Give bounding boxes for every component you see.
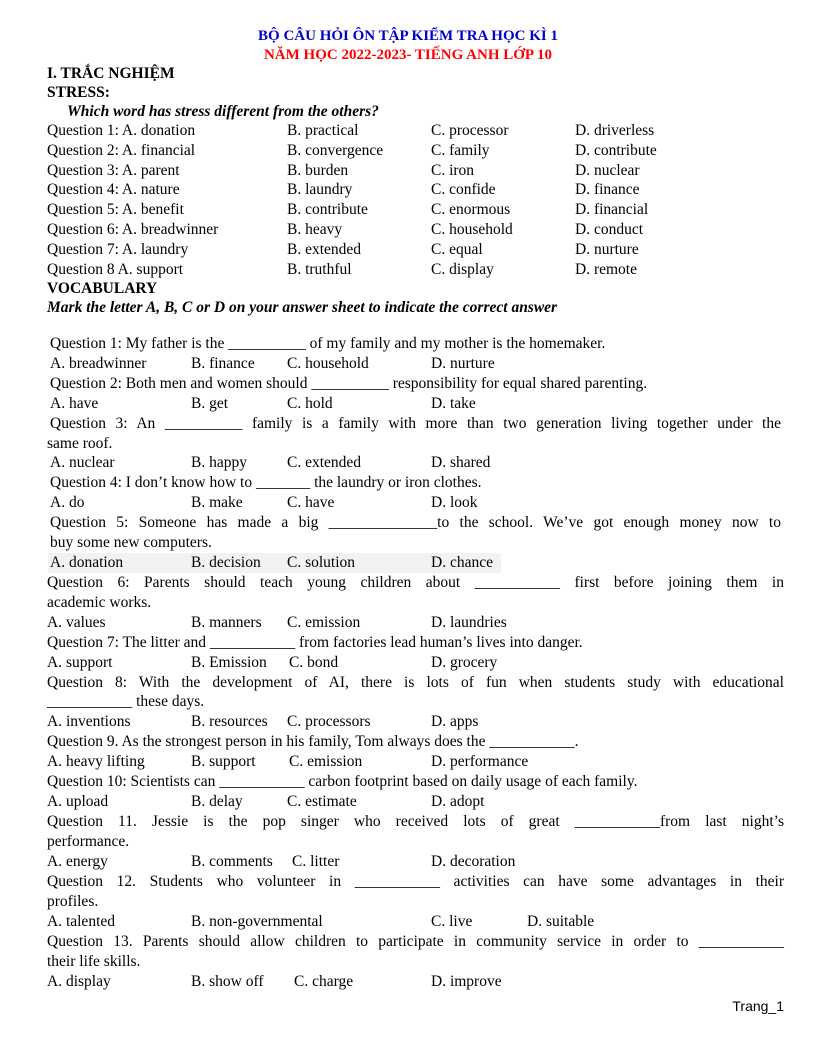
option-b: B. happy (191, 454, 247, 471)
option-a: A. heavy lifting (47, 753, 145, 770)
answer-options (48, 553, 501, 573)
option-a: A. do (50, 494, 85, 511)
option-b: B. decision (191, 554, 261, 571)
stress-question (47, 260, 787, 280)
question-option-d: D. nuclear (575, 162, 640, 179)
option-b: B. resources (191, 713, 268, 730)
question-text: Question 11. Jessie is the pop singer who received lots of great ___________from last night’s (47, 813, 784, 830)
question-option-a: Question 7: A. laundry (47, 241, 189, 258)
stress-question (47, 141, 787, 161)
question-text: Question 12. Students who volunteer in ___________ activities can have some advantages in their (47, 873, 784, 890)
question-option-a: Question 4: A. nature (47, 181, 180, 198)
option-b: B. finance (191, 355, 255, 372)
answer-options (50, 453, 790, 473)
option-d: D. performance (431, 753, 529, 770)
answer-options (50, 354, 790, 374)
question-option-d: D. contribute (575, 142, 657, 159)
question-option-a: Question 2: A. financial (47, 142, 196, 159)
option-c: C. hold (287, 395, 333, 412)
option-b: B. delay (191, 793, 243, 810)
option-c: C. live (431, 913, 473, 930)
question-option-a: Question 5: A. benefit (47, 201, 184, 218)
question-text: Question 8: With the development of AI, there is lots of fun when students study with educational (47, 674, 784, 691)
question-option-d: D. financial (575, 201, 649, 218)
option-c: C. litter (292, 853, 340, 870)
document-subtitle: NĂM HỌC 2022-2023- TIẾNG ANH LỚP 10 (263, 47, 553, 63)
answer-options (47, 852, 787, 872)
answer-options (47, 653, 787, 673)
option-d: D. chance (431, 554, 493, 571)
stress-question (47, 220, 787, 240)
answer-options (47, 712, 787, 732)
document-title: BỘ CÂU HỎI ÔN TẬP KIỂM TRA HỌC KÌ 1 (258, 28, 558, 44)
stress-instruction: Which word has stress different from the others? (67, 103, 379, 120)
option-d: D. look (431, 494, 478, 511)
question-option-c: C. confide (431, 181, 496, 198)
answer-options (47, 972, 787, 992)
option-d: D. suitable (527, 913, 595, 930)
stress-heading: STRESS: (47, 84, 110, 101)
option-c: C. processors (287, 713, 371, 730)
question-option-c: C. display (431, 261, 494, 278)
answer-options (50, 493, 790, 513)
answer-options (47, 912, 787, 932)
question-text: Question 10: Scientists can ___________ carbon footprint based on daily usage of each family. (47, 773, 638, 790)
question-text-continued: profiles. (47, 893, 99, 910)
option-b: B. make (191, 494, 243, 511)
option-b: B. show off (191, 973, 264, 990)
question-option-c: C. enormous (431, 201, 511, 218)
question-text: Question 7: The litter and ___________ from factories lead human’s lives into danger. (47, 634, 583, 651)
question-text-continued: performance. (47, 833, 130, 850)
option-b: B. manners (191, 614, 262, 631)
stress-question (47, 121, 787, 141)
question-option-b: B. burden (287, 162, 349, 179)
option-a: A. display (47, 973, 111, 990)
option-a: A. inventions (47, 713, 131, 730)
stress-question (47, 180, 787, 200)
stress-question (47, 240, 787, 260)
question-option-d: D. conduct (575, 221, 644, 238)
option-d: D. decoration (431, 853, 516, 870)
option-d: D. improve (431, 973, 502, 990)
option-b: B. Emission (191, 654, 267, 671)
option-a: A. talented (47, 913, 116, 930)
question-text-continued: same roof. (47, 435, 113, 452)
option-c: C. solution (287, 554, 356, 571)
section-title: I. TRẮC NGHIỆM (47, 65, 175, 82)
question-option-c: C. family (431, 142, 490, 159)
option-b: B. comments (191, 853, 273, 870)
question-option-c: C. equal (431, 241, 483, 258)
option-c: C. household (287, 355, 369, 372)
option-c: C. extended (287, 454, 362, 471)
question-option-b: B. truthful (287, 261, 352, 278)
question-option-a: Question 6: A. breadwinner (47, 221, 219, 238)
option-a: A. breadwinner (50, 355, 147, 372)
question-option-c: C. processor (431, 122, 509, 139)
question-option-d: D. nurture (575, 241, 639, 258)
question-text-continued: their life skills. (47, 953, 141, 970)
question-text: Question 3: An __________ family is a family with more than two generation living together under the (50, 415, 781, 432)
question-option-a: Question 1: A. donation (47, 122, 196, 139)
page-number: Trang_1 (732, 998, 784, 1014)
answer-options (50, 394, 790, 414)
question-text-continued: academic works. (47, 594, 152, 611)
answer-options (47, 752, 787, 772)
question-option-b: B. laundry (287, 181, 353, 198)
question-text: Question 13. Parents should allow children to participate in community service in order to ___________ (47, 933, 784, 950)
option-c: C. emission (287, 614, 361, 631)
question-option-b: B. extended (287, 241, 362, 258)
option-a: A. have (50, 395, 99, 412)
question-text: Question 1: My father is the __________ of my family and my mother is the homemaker. (50, 335, 606, 352)
question-option-b: B. heavy (287, 221, 343, 238)
question-option-b: B. convergence (287, 142, 384, 159)
option-a: A. energy (47, 853, 108, 870)
question-option-d: D. remote (575, 261, 637, 278)
question-text-continued: ___________ these days. (47, 693, 205, 710)
vocabulary-instruction: Mark the letter A, B, C or D on your answer sheet to indicate the correct answer (47, 299, 558, 316)
answer-options (47, 613, 787, 633)
question-option-b: B. contribute (287, 201, 368, 218)
option-d: D. nurture (431, 355, 495, 372)
option-c: C. charge (294, 973, 354, 990)
question-text: Question 6: Parents should teach young children about ___________ first before joining them in (47, 574, 784, 591)
option-d: D. laundries (431, 614, 507, 631)
answer-options (47, 792, 787, 812)
option-a: A. values (47, 614, 106, 631)
option-b: B. get (191, 395, 229, 412)
option-a: A. nuclear (50, 454, 115, 471)
question-option-d: D. finance (575, 181, 640, 198)
option-c: C. bond (289, 654, 339, 671)
option-c: C. have (287, 494, 335, 511)
option-d: D. take (431, 395, 476, 412)
option-d: D. shared (431, 454, 491, 471)
question-text-continued: buy some new computers. (50, 534, 212, 551)
question-option-a: Question 8 A. support (47, 261, 184, 278)
question-option-d: D. driverless (575, 122, 655, 139)
option-d: D. grocery (431, 654, 498, 671)
stress-question (47, 161, 787, 181)
option-a: A. support (47, 654, 113, 671)
vocabulary-heading: VOCABULARY (47, 280, 158, 297)
question-text: Question 4: I don’t know how to _______ the laundry or iron clothes. (50, 474, 482, 491)
question-option-c: C. iron (431, 162, 475, 179)
question-text: Question 9. As the strongest person in his family, Tom always does the ___________. (47, 733, 579, 750)
question-text: Question 5: Someone has made a big ______________to the school. We’ve got enough money now to (50, 514, 781, 531)
option-c: C. emission (289, 753, 363, 770)
question-option-b: B. practical (287, 122, 359, 139)
option-d: D. adopt (431, 793, 485, 810)
question-option-a: Question 3: A. parent (47, 162, 180, 179)
option-b: B. non-governmental (191, 913, 323, 930)
option-d: D. apps (431, 713, 479, 730)
question-text: Question 2: Both men and women should __________ responsibility for equal shared parenting. (50, 375, 648, 392)
option-c: C. estimate (287, 793, 357, 810)
question-option-c: C. household (431, 221, 513, 238)
option-b: B. support (191, 753, 256, 770)
option-a: A. upload (47, 793, 109, 810)
stress-question (47, 200, 787, 220)
option-a: A. donation (50, 554, 124, 571)
